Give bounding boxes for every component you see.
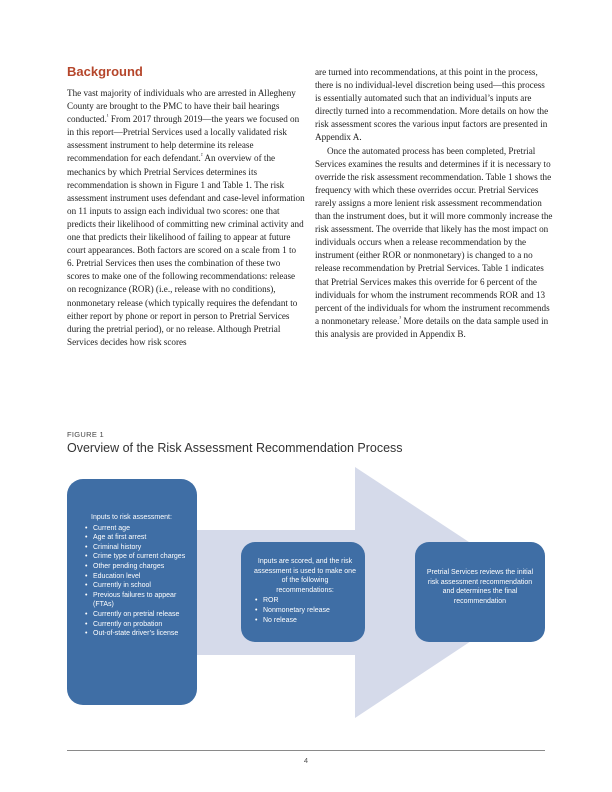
review-box <box>415 542 545 642</box>
body-paragraph: Once the automated process has been completed, Pretrial Services examines the results and determines if it is necessary to override the risk assessment recommendation. Table 1 shows the frequency with which these overrides occur. Pretrial Services rarely assigns a more lenient risk assessment recommendation than the instrument does, but it will more commonly increase the risk assessment. The override that likely has the most impact on individuals occurs when a release recommendation by the instrument (either ROR or nonmonetary) is changed to a no release recommendation by Pretrial Services. Table 1 indicates that Pretrial Services makes this override for 6 percent of the individuals for whom the instrument recommends ROR and 13 percent of the individuals for whom the instrument recommends a nonmonetary release.$^{^3}$ More details on the data sample used in this analysis are provided in Appendix B. <box>315 145 553 339</box>
body-paragraph: are turned into recommendations, at this point in the process, there is no individual-level discretion being used—this process is essentially automated such that an individual’s inputs are directly turned into a recommendation. More details on how the risk assessment scores the various input factors are presented in Appendix A. <box>315 67 549 143</box>
scoring-box <box>241 542 365 642</box>
list-item: • No release <box>263 616 357 626</box>
inputs-box <box>67 479 197 705</box>
list-item: • Education level <box>93 572 187 582</box>
scoring-box-intro: Inputs are scored, and the risk assessment is used to make one of the following recommendations: <box>254 558 356 594</box>
footer-divider <box>67 750 545 751</box>
recommendations-list <box>253 596 357 625</box>
list-item: • Currently on pretrial release <box>93 610 187 620</box>
list-item: • Previous failures to appear (FTAs) <box>93 591 187 610</box>
list-item: • Other pending charges <box>93 562 187 572</box>
inputs-box-intro: Inputs to risk assessment: <box>91 514 172 521</box>
list-item: • Age at first arrest <box>93 533 187 543</box>
list-item: • Currently in school <box>93 581 187 591</box>
list-item: • Out-of-state driver’s license <box>93 629 187 639</box>
review-box-text: Pretrial Services reviews the initial risk assessment recommendation and determines the final recommendation <box>426 569 534 605</box>
list-item: • ROR <box>263 596 357 606</box>
section-heading: Background <box>67 64 143 79</box>
list-item: • Criminal history <box>93 543 187 553</box>
figure-title: Overview of the Risk Assessment Recommendation Process <box>67 441 403 455</box>
figure-label: FIGURE 1 <box>67 430 104 439</box>
page-number: 4 <box>303 756 309 765</box>
list-item: • Nonmonetary release <box>263 606 357 616</box>
list-item: • Crime type of current charges <box>93 552 187 562</box>
body-paragraph: The vast majority of individuals who are arrested in Allegheny County are brought to the PMC to have their bail hearings conducted.$^{^1}$ From 2017 through 2019—the years we focused on in this report—Pretrial Services used a locally validated risk assessment instrument to help determine its release recommendation for each defendant.$^{^2}$ An overview of the mechanics by which Pretrial Services determines its recommendation is shown in Figure 1 and Table 1. The risk assessment instrument uses defendant and case-level information on 11 inputs to assign each individual two scores: one that predicts their likelihood of committing new criminal activity and one that predicts their likelihood of failing to appear at future court appearances. Both factors are scored on a scale from 1 to 6. Pretrial Services then uses the combination of these two scores to make one of the following recommendations: release on recognizance (ROR) (i.e., release with no conditions), nonmonetary release (which typically requires the defendant to either report by phone or report in person to Pretrial Services during the pretrial period), or no release. Although Pretrial Services decides how risk scores <box>67 88 305 347</box>
list-item: • Currently on probation <box>93 620 187 630</box>
list-item: • Current age <box>93 524 187 534</box>
inputs-list <box>83 524 187 639</box>
